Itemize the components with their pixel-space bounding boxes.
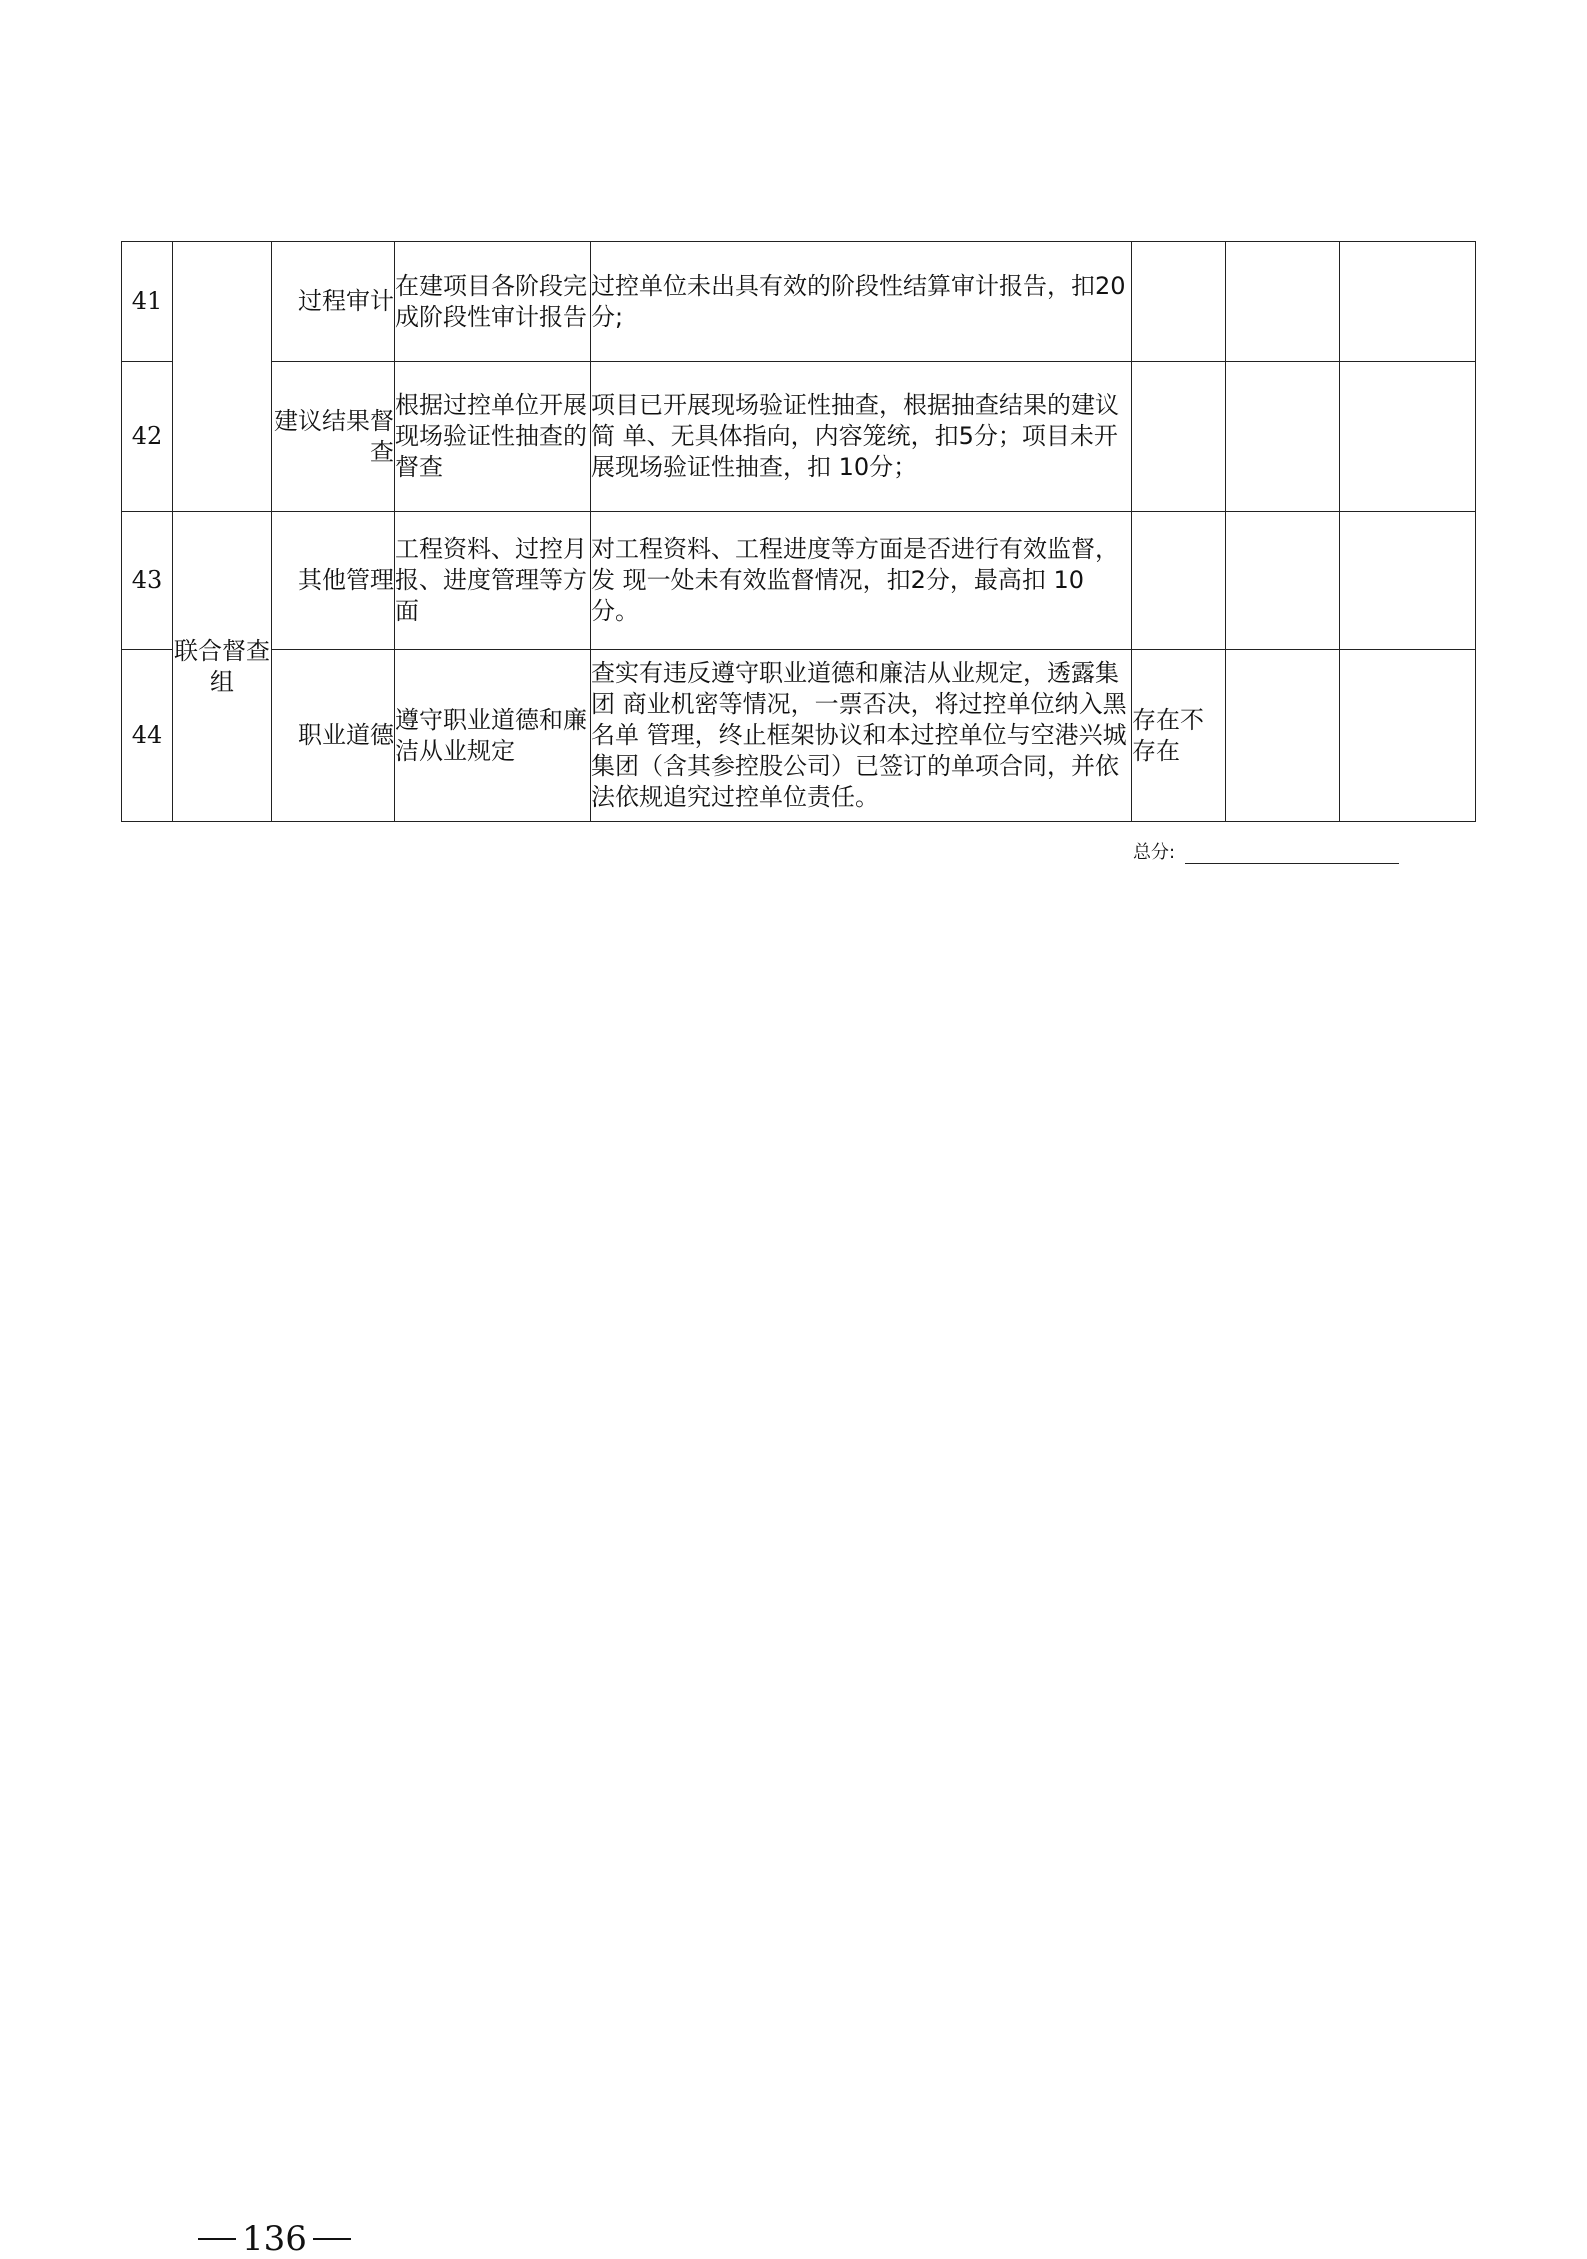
remark-cell: [1340, 512, 1476, 650]
row-number: 41: [122, 242, 173, 362]
table-row-41: [122, 242, 1476, 362]
table-row-43: [122, 512, 1476, 650]
evaluation-table: [121, 241, 1476, 822]
row-number: 44: [122, 650, 173, 822]
page-number-value: 136: [242, 2219, 307, 2259]
standard-cell: 查实有违反遵守职业道德和廉洁从业规定，透露集团 商业机密等情况，一票否决，将过控单位纳入黑名单 管理，终止框架协议和本过控单位与空港兴城集团（含其参控股公司）已签订的单项合同，并依法依规追究过控单位责任。: [591, 650, 1132, 822]
remark-cell: [1340, 650, 1476, 822]
standard-cell: 对工程资料、工程进度等方面是否进行有效监督，发 现一处未有效监督情况，扣2分，最高扣 10分。: [591, 512, 1132, 650]
score-cell: [1226, 362, 1340, 512]
standard-cell: 项目已开展现场验证性抽查，根据抽查结果的建议简 单、无具体指向，内容笼统，扣5分；项目未开展现场验证性抽查，扣 10分；: [591, 362, 1132, 512]
remark-cell: [1340, 362, 1476, 512]
total-score-label: 总分:: [1133, 842, 1176, 863]
score-cell: [1226, 242, 1340, 362]
item-cell: 职业道德: [272, 650, 395, 822]
score-cell: [1226, 512, 1340, 650]
basis-cell: 遵守职业道德和廉 洁从业规定: [395, 650, 591, 822]
page-number: [192, 2219, 357, 2259]
group-cell: 联合督查组: [173, 512, 272, 822]
group-cell-empty: [173, 242, 272, 512]
item-cell: 过程审计: [272, 242, 395, 362]
remark-cell: [1340, 242, 1476, 362]
page-number-dash-right: [313, 2238, 351, 2240]
total-score-line: [1185, 845, 1399, 864]
page-number-dash-left: [198, 2238, 236, 2240]
basis-cell: 工程资料、过控月 报、进度管理等方 面: [395, 512, 591, 650]
basis-cell: 根据过控单位开展 现场验证性抽查的 督查: [395, 362, 591, 512]
total-score: [1133, 838, 1399, 864]
result-cell: [1132, 512, 1226, 650]
table-row-44: [122, 650, 1476, 822]
table-row-42: [122, 362, 1476, 512]
basis-cell: 在建项目各阶段完 成阶段性审计报告: [395, 242, 591, 362]
result-cell: [1132, 242, 1226, 362]
row-number: 43: [122, 512, 173, 650]
item-cell: 其他管理: [272, 512, 395, 650]
row-number: 42: [122, 362, 173, 512]
score-cell: [1226, 650, 1340, 822]
item-cell: 建议结果督 查: [272, 362, 395, 512]
standard-cell: 过控单位未出具有效的阶段性结算审计报告，扣20 分;: [591, 242, 1132, 362]
result-cell: 存在不存在: [1132, 650, 1226, 822]
result-cell: [1132, 362, 1226, 512]
